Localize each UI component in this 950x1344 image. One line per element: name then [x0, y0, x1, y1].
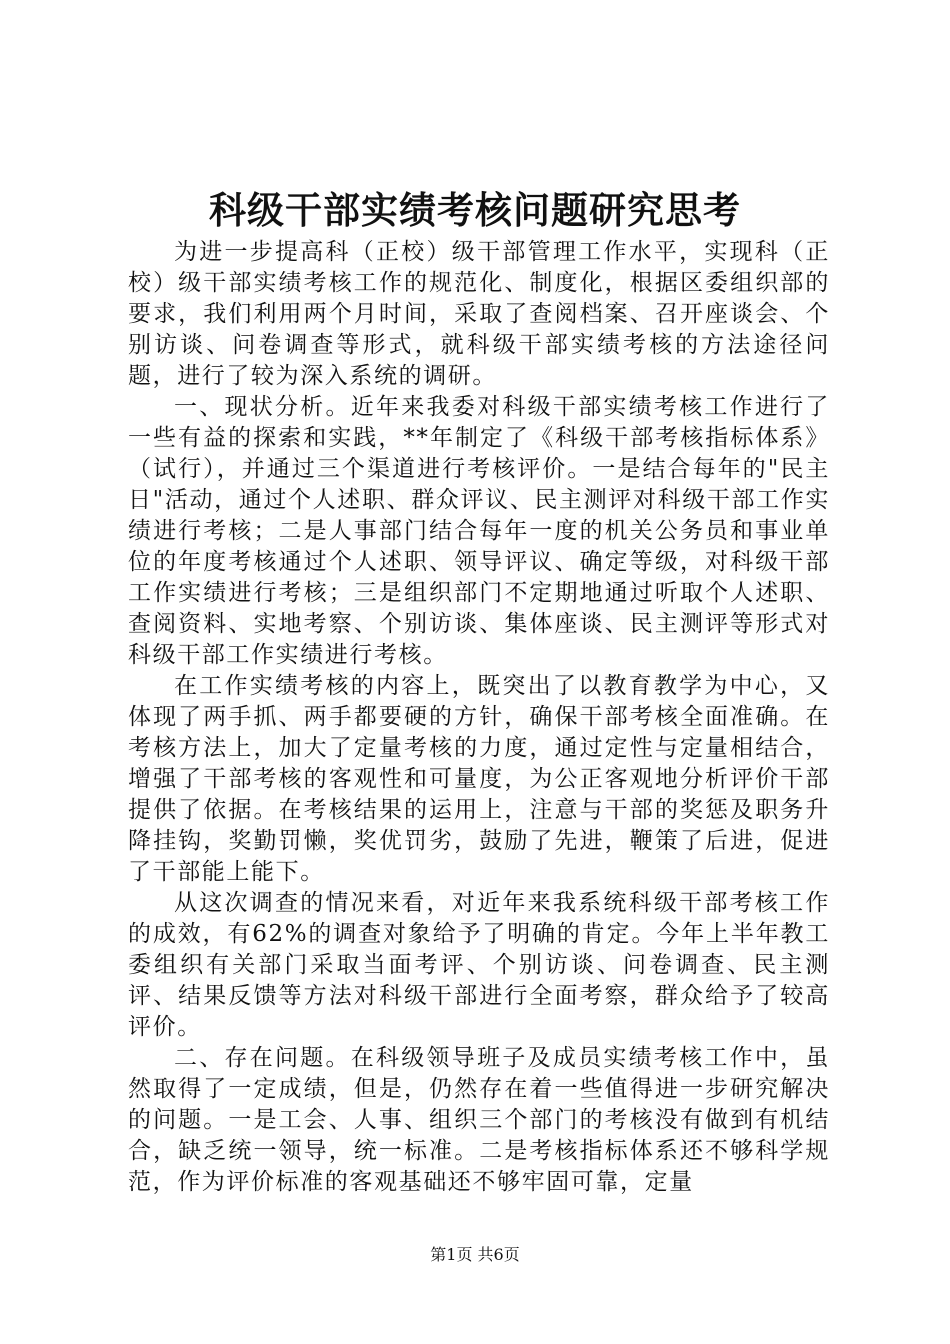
paragraph-assessment-content: 在工作实绩考核的内容上，既突出了以教育教学为中心，又体现了两手抓、两手都要硬的方针，确保干部考核全面准确。在考核方法上，加大了定量考核的力度，通过定性与定量相结合，增强了干部考核的客观性和可量度，为公正客观地分析评价干部提供了依据。在考核结果的运用上，注意与干部的奖惩及职务升降挂钩，奖勤罚懒，奖优罚劣，鼓励了先进，鞭策了后进，促进了干部能上能下。	[128, 673, 830, 885]
paragraph-intro: 为进一步提高科（正校）级干部管理工作水平，实现科（正校）级干部实绩考核工作的规范化、制度化，根据区委组织部的要求，我们利用两个月时间，采取了查阅档案、召开座谈会、个别访谈、问卷调查等形式，就科级干部实绩考核的方法途径问题，进行了较为深入系统的调研。	[128, 239, 830, 389]
paragraph-existing-problems: 二、存在问题。在科级领导班子及成员实绩考核工作中，虽然取得了一定成绩，但是，仍然存在着一些值得进一步研究解决的问题。一是工会、人事、组织三个部门的考核没有做到有机结合，缺乏统一领导，统一标准。二是考核指标体系还不够科学规范，作为评价标准的客观基础还不够牢固可靠，定量	[128, 1045, 830, 1195]
page-title: 科级干部实绩考核问题研究思考	[209, 188, 741, 232]
document-body	[128, 237, 830, 1198]
paragraph-status-analysis: 一、现状分析。近年来我委对科级干部实绩考核工作进行了一些有益的探索和实践，**年制定了《科级干部考核指标体系》（试行），并通过三个渠道进行考核评价。一是结合每年的"民主日"活动，通过个人述职、群众评议、民主测评对科级干部工作实绩进行考核；二是人事部门结合每年一度的机关公务员和事业单位的年度考核通过个人述职、领导评议、确定等级，对科级干部工作实绩进行考核；三是组织部门不定期地通过听取个人述职、查阅资料、实地考察、个别访谈、集体座谈、民主测评等形式对科级干部工作实绩进行考核。	[128, 394, 830, 668]
paragraph-survey-results: 从这次调查的情况来看，对近年来我系统科级干部考核工作的成效，有62%的调查对象给予了明确的肯定。今年上半年教工委组织有关部门采取当面考评、个别访谈、问卷调查、民主测评、结果反馈等方法对科级干部进行全面考察，群众给予了较高评价。	[128, 890, 830, 1040]
page-number-footer: 第1页 共6页	[430, 1245, 520, 1264]
